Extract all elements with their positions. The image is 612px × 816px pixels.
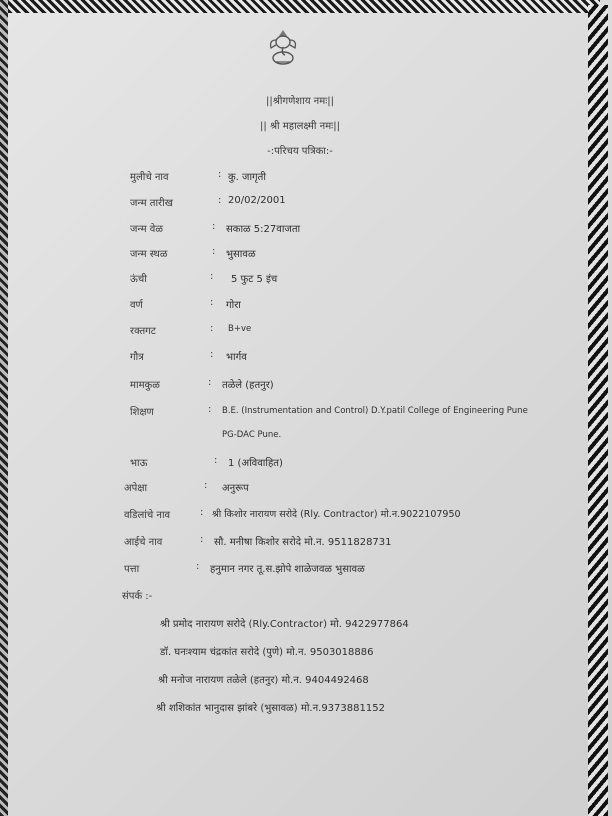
- field-label: भाऊ: [130, 458, 148, 469]
- field-value: कु. जागृती: [228, 172, 266, 183]
- field-value: श्री किशोर नारायण सरोदे (Rly. Contractor) मो.न.9022107950: [212, 509, 461, 520]
- field-label: अपेक्षा: [124, 483, 148, 494]
- biodata-page: ||श्रीगणेशाय नमः|| || श्री महालक्ष्मी नमः|| -:परिचय पत्रिका:- मुलीचे नाव : कु. जागृती जन्म तारीख : 20/02/2001 जन्म वेळ : सकाळ 5:27वाजता जन्म स्थळ : भुसावळ ऊंची : 5 फुट 5 इंच वर्ण : गोरा रक्तगट : B+ve गौत्र : भार्गव मामकुळ : तळेले (हतनुर) शिक्षण : B.E. (Instrumentation and Control) D.Y.patil College of Engineering Pune PG-DAC Pune. भाऊ : 1 (अविवाहित) अपेक्षा : अनुरूप वडिलांचे नाव : श्री किशोर नारायण सरोदे (Rly. Contractor) मो.न.9022107950 आईचे नाव : सौ. मनीषा किशोर सरोदे मो.न. 9511828731 पत्ता : हनुमान नगर तू.स.झोपे शाळेजवळ भुसावळ संपर्क :- श्री प्रमोद नारायण सरोदे (Rly.Contractor) मो. 9422977864 डॉ. घनःश्याम चंद्रकांत सरोदे (पुणे) मो.न. 9503018886 श्री मनोज नारायण तळेले (हतनुर) मो.न. 9404492468 श्री शशिकांत भानुदास झांबरे (भुसावळ) मो.न.9373881152: [0, 0, 612, 816]
- field-label: जन्म स्थळ: [130, 249, 168, 260]
- field-label: वर्ण: [130, 300, 143, 311]
- field-value: भार्गव: [226, 352, 247, 363]
- field-value: सौ. मनीषा किशोर सरोदे मो.न. 9511828731: [214, 537, 392, 548]
- field-label: मामकुळ: [130, 380, 160, 391]
- field-label: शिक्षण: [130, 407, 154, 418]
- decorative-border-top: [0, 0, 600, 13]
- field-value: 20/02/2001: [228, 195, 286, 206]
- page-title: -:परिचय पत्रिका:-: [267, 146, 333, 157]
- field-value: अनुरूप: [222, 483, 249, 494]
- field-label: आईचे नाव: [124, 537, 163, 548]
- field-value: B.E. (Instrumentation and Control) D.Y.patil College of Engineering Pune: [222, 406, 528, 416]
- invocation-mahalakshmi: || श्री महालक्ष्मी नमः||: [260, 121, 340, 132]
- contact-item: श्री मनोज नारायण तळेले (हतनुर) मो.न. 9404492468: [158, 675, 369, 686]
- field-label: ऊंची: [130, 274, 147, 285]
- field-label: रक्तगट: [130, 326, 156, 337]
- field-value: सकाळ 5:27वाजता: [226, 224, 301, 235]
- field-value-line2: PG-DAC Pune.: [222, 430, 282, 440]
- field-label: गौत्र: [130, 352, 144, 363]
- field-label: पत्ता: [124, 564, 140, 575]
- field-value: गोरा: [226, 300, 241, 311]
- invocation-ganesh: ||श्रीगणेशाय नमः||: [266, 96, 334, 107]
- contact-label: संपर्क :-: [122, 591, 153, 602]
- field-value: B+ve: [228, 324, 252, 334]
- field-label: जन्म तारीख: [130, 198, 173, 209]
- field-value: हनुमान नगर तू.स.झोपे शाळेजवळ भुसावळ: [210, 564, 365, 575]
- field-label: मुलीचे नाव: [130, 172, 169, 183]
- field-value: तळेले (हतनुर): [222, 380, 274, 391]
- contact-item: श्री प्रमोद नारायण सरोदे (Rly.Contractor) मो. 9422977864: [160, 619, 409, 630]
- contact-item: श्री शशिकांत भानुदास झांबरे (भुसावळ) मो.न.9373881152: [156, 703, 385, 714]
- field-value: भुसावळ: [226, 249, 256, 260]
- contact-item: डॉ. घनःश्याम चंद्रकांत सरोदे (पुणे) मो.न. 9503018886: [160, 647, 374, 658]
- field-label: जन्म वेळ: [130, 224, 163, 235]
- ganesha-icon: [266, 28, 300, 66]
- field-label: वडिलांचे नाव: [124, 510, 171, 521]
- field-value: 1 (अविवाहित): [228, 458, 283, 469]
- field-value: 5 फुट 5 इंच: [231, 274, 278, 285]
